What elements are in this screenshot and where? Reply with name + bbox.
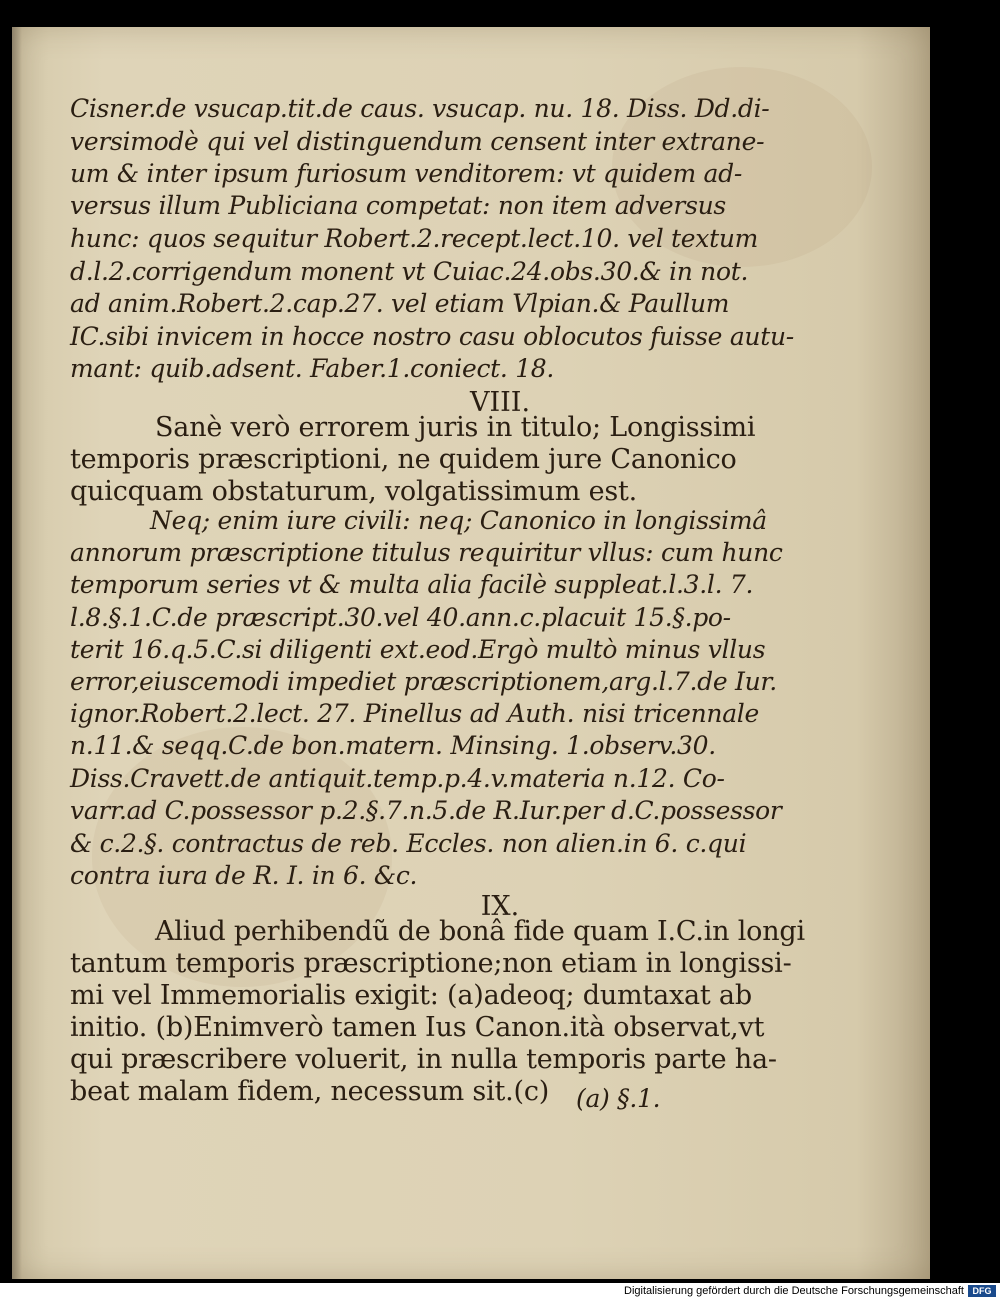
text-line: versimodè qui vel distinguendum censent inter extrane- bbox=[70, 127, 765, 156]
text-line: tantum temporis præscriptione;non etiam in longissi- bbox=[70, 948, 792, 979]
section-heading: VIII. bbox=[469, 387, 531, 418]
catchword: (a) §.1. bbox=[576, 1084, 661, 1113]
page-gutter-shadow bbox=[12, 27, 22, 1279]
text-line: qui præscribere voluerit, in nulla temporis parte ha- bbox=[70, 1044, 777, 1075]
footer-bar bbox=[0, 1283, 1000, 1300]
section-heading: IX. bbox=[480, 891, 520, 922]
text-line: hunc: quos sequitur Robert.2.recept.lect.10. vel textum bbox=[70, 224, 759, 253]
text-line: IC.sibi invicem in hocce nostro casu oblocutos fuisse autu- bbox=[70, 322, 794, 351]
text-line: Neq; enim iure civili: neq; Canonico in longissimâ bbox=[150, 506, 767, 535]
dfg-logo: DFG bbox=[968, 1285, 996, 1297]
text-line: d.l.2.corrigendum monent vt Cuiac.24.obs.30.& in not. bbox=[70, 257, 749, 286]
text-line: Cisner.de vsucap.tit.de caus. vsucap. nu. 18. Diss. Dd.di- bbox=[70, 94, 770, 123]
text-line: ad anim.Robert.2.cap.27. vel etiam Vlpian.& Paullum bbox=[70, 289, 730, 318]
text-line: temporis præscriptioni, ne quidem jure Canonico bbox=[70, 444, 737, 475]
text-line: Sanè verò errorem juris in titulo; Longissimi bbox=[155, 412, 756, 443]
text-line: um & inter ipsum furiosum venditorem: vt quidem ad- bbox=[70, 159, 742, 188]
text-line: quicquam obstaturum, volgatissimum est. bbox=[70, 476, 638, 507]
dfg-credit: Digitalisierung gefördert durch die Deutsche Forschungsgemeinschaft bbox=[624, 1285, 964, 1297]
text-line: & c.2.§. contractus de reb. Eccles. non alien.in 6. c.qui bbox=[70, 829, 747, 858]
text-line: versus illum Publiciana competat: non item adversus bbox=[70, 191, 726, 220]
text-line: beat malam fidem, necessum sit.(c) bbox=[70, 1076, 550, 1107]
text-line: n.11.& seqq.C.de bon.matern. Minsing. 1.observ.30. bbox=[70, 731, 716, 760]
text-line: initio. (b)Enimverò tamen Ius Canon.ità observat,vt bbox=[70, 1012, 765, 1043]
text-line: mant: quib.adsent. Faber.1.coniect. 18. bbox=[70, 354, 555, 383]
text-line: contra iura de R. I. in 6. &c. bbox=[70, 861, 418, 890]
text-line: mi vel Immemorialis exigit: (a)adeoq; dumtaxat ab bbox=[70, 980, 752, 1011]
text-line: Aliud perhibendũ de bonâ fide quam I.C.in longi bbox=[155, 916, 805, 947]
text-line: ignor.Robert.2.lect. 27. Pinellus ad Auth. nisi tricennale bbox=[70, 699, 759, 728]
text-line: varr.ad C.possessor p.2.§.7.n.5.de R.Iur.per d.C.possessor bbox=[70, 796, 782, 825]
text-line: error,eiuscemodi impediet præscriptionem,arg.l.7.de Iur. bbox=[70, 667, 777, 696]
text-line: l.8.§.1.C.de præscript.30.vel 40.ann.c.placuit 15.§.po- bbox=[70, 603, 731, 632]
text-line: temporum series vt & multa alia facilè suppleat.l.3.l. 7. bbox=[70, 570, 754, 599]
text-line: terit 16.q.5.C.si diligenti ext.eod.Ergò multò minus vllus bbox=[70, 635, 766, 664]
text-line: annorum præscriptione titulus requiritur vllus: cum hunc bbox=[70, 538, 783, 567]
text-line: Diss.Cravett.de antiquit.temp.p.4.v.materia n.12. Co- bbox=[70, 764, 725, 793]
